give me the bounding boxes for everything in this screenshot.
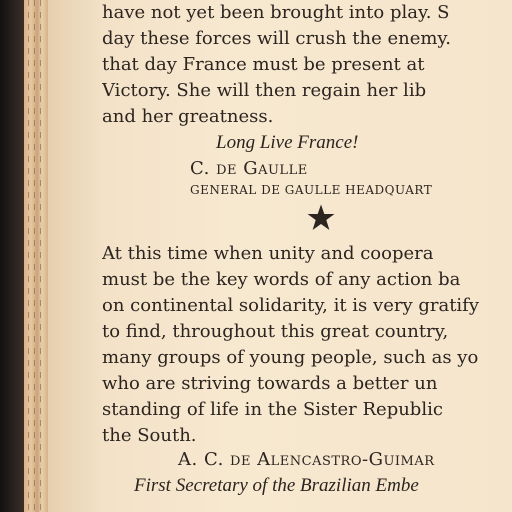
paragraph-continuation (102, 0, 512, 130)
signatory-organization: GENERAL DE GAULLE HEADQUART (190, 183, 433, 197)
text-line: the South. (102, 425, 197, 446)
page-edge-line (40, 0, 41, 512)
text-line: who are striving towards a better un (102, 373, 438, 394)
text-line: have not yet been brought into play. S (102, 2, 450, 23)
text-line: to find, throughout this great country, (102, 321, 449, 342)
paragraph-second (102, 241, 512, 449)
text-line: on continental solidarity, it is very gratify (102, 295, 480, 316)
closing-block-degaulle (102, 130, 512, 202)
closing-block-alencastro (102, 447, 512, 499)
signatory-name: A. C. de Alencastro-Guimar (178, 449, 435, 470)
text-line: must be the key words of any action ba (102, 269, 461, 290)
text-line: Victory. She will then regain her lib (102, 80, 427, 101)
page-stack-shadow (0, 0, 24, 512)
page-edge-line (34, 0, 35, 512)
star-shape (308, 205, 335, 231)
text-line: standing of life in the Sister Republic (102, 399, 443, 420)
star-icon (306, 203, 336, 233)
signatory-name: C. de Gaulle (190, 158, 308, 179)
text-line: that day France must be present at (102, 54, 425, 75)
text-line: At this time when unity and coopera (102, 243, 434, 264)
page-edge-line (28, 0, 29, 512)
salutation: Long Live France! (216, 132, 359, 153)
text-line: day these forces will crush the enemy. (102, 28, 451, 49)
text-line: and her greatness. (102, 106, 274, 127)
text-line: many groups of young people, such as yo (102, 347, 479, 368)
signatory-title: First Secretary of the Brazilian Embe (134, 475, 419, 496)
